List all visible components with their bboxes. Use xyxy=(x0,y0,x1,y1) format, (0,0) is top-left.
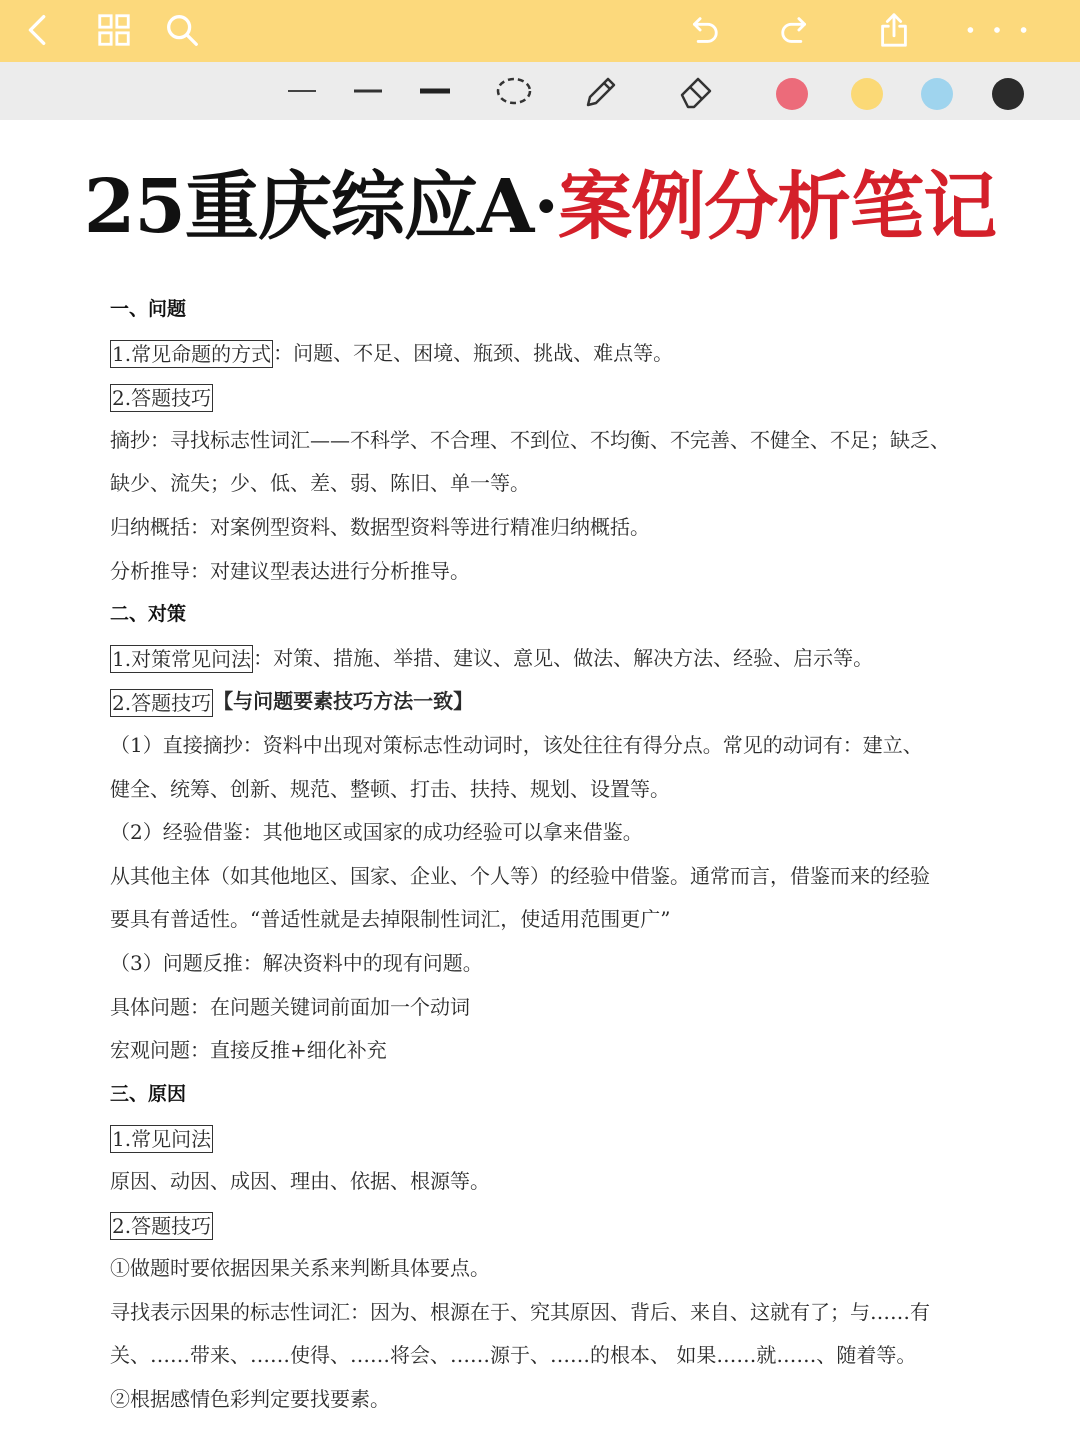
text-line: 归纳概括：对案例型资料、数据型资料等进行精准归纳概括。 xyxy=(110,514,650,539)
search-icon[interactable] xyxy=(160,8,204,52)
undo-icon[interactable] xyxy=(680,8,724,52)
color-swatch-black[interactable] xyxy=(992,78,1024,110)
top-app-bar xyxy=(0,0,1080,62)
text-line: （1）直接摘抄：资料中出现对策标志性动词时，该处往往有得分点。常见的动词有：建立、 xyxy=(110,732,923,757)
text-line: ①做题时要依据因果关系来判断具体要点。 xyxy=(110,1256,490,1281)
text-line: 要具有普适性。“普适性就是去掉限制性词汇，使适用范围更广” xyxy=(110,907,671,932)
text-line xyxy=(110,332,1010,376)
pencil-icon[interactable] xyxy=(578,71,622,111)
section-heading-countermeasure: 二、对策 xyxy=(110,603,187,626)
boxed-label: 2.答题技巧 xyxy=(112,385,212,410)
text-span: 【与问题要素技巧方法一致】 xyxy=(213,689,474,714)
text-line xyxy=(110,637,1010,681)
text-line: 健全、统筹、创新、规范、整顿、打击、扶持、规划、设置等。 xyxy=(110,776,670,801)
text-line: 关、……带来、……使得、……将会、……源于、……的根本、 如果……就……、随着等。 xyxy=(110,1343,917,1368)
drawing-toolbar xyxy=(0,62,1080,120)
medium-line-icon[interactable] xyxy=(344,71,388,111)
text-line: 原因、动因、成因、理由、依据、根源等。 xyxy=(110,1168,490,1193)
text-line: 分析推导：对建议型表达进行分析推导。 xyxy=(110,558,470,583)
boxed-label: 1.常见问法 xyxy=(112,1126,212,1151)
section-heading-cause: 三、原因 xyxy=(110,1082,187,1105)
note-content xyxy=(110,288,1010,1421)
share-icon[interactable] xyxy=(872,8,916,52)
text-line xyxy=(110,1116,1010,1160)
color-swatch-blue[interactable] xyxy=(921,78,953,110)
boxed-label: 1.常见命题的方式 xyxy=(112,342,272,367)
title-part-2: 案例分析笔记 xyxy=(558,164,997,250)
text-line: 摘抄：寻找标志性词汇——不科学、不合理、不到位、不均衡、不完善、不健全、不足；缺乏、 xyxy=(110,427,950,452)
lasso-icon[interactable] xyxy=(492,71,536,111)
text-line: 从其他主体（如其他地区、国家、企业、个人等）的经验中借鉴。通常而言，借鉴而来的经验 xyxy=(110,863,930,888)
title-part-1: 25重庆综应A· xyxy=(83,164,559,250)
text-line: 寻找表示因果的标志性词汇：因为、根源在于、究其原因、背后、来自、这就有了；与……有 xyxy=(110,1299,930,1324)
text-line: 具体问题：在问题关键词前面加一个动词 xyxy=(110,994,470,1019)
thick-line-icon[interactable] xyxy=(410,71,454,111)
text-line: ②根据感情色彩判定要找要素。 xyxy=(110,1386,390,1411)
text-line xyxy=(110,375,1010,419)
text-line xyxy=(110,680,1010,724)
grid-icon[interactable] xyxy=(92,8,136,52)
text-span: ：对策、措施、举措、建议、意见、做法、解决方法、经验、启示等。 xyxy=(253,645,874,670)
page-title xyxy=(0,148,1080,248)
boxed-label: 2.答题技巧 xyxy=(112,1213,212,1238)
text-line: 宏观问题：直接反推+细化补充 xyxy=(110,1038,387,1063)
text-span: ：问题、不足、困境、瓶颈、挑战、难点等。 xyxy=(273,340,674,365)
text-line xyxy=(110,1203,1010,1247)
boxed-label: 2.答题技巧 xyxy=(112,690,212,715)
eraser-icon[interactable] xyxy=(674,71,718,111)
text-line: （2）经验借鉴：其他地区或国家的成功经验可以拿来借鉴。 xyxy=(110,820,643,845)
section-heading-problem: 一、问题 xyxy=(110,298,187,320)
boxed-label: 1.对策常见问法 xyxy=(112,647,252,672)
color-swatch-pink[interactable] xyxy=(776,78,808,110)
back-icon[interactable] xyxy=(16,8,60,52)
text-line: 缺少、流失；少、低、差、弱、陈旧、单一等。 xyxy=(110,471,530,496)
more-icon[interactable] xyxy=(952,8,1042,52)
text-line: （3）问题反推：解决资料中的现有问题。 xyxy=(110,950,483,975)
color-swatch-yellow[interactable] xyxy=(851,78,883,110)
redo-icon[interactable] xyxy=(775,8,819,52)
thin-line-icon[interactable] xyxy=(278,71,322,111)
